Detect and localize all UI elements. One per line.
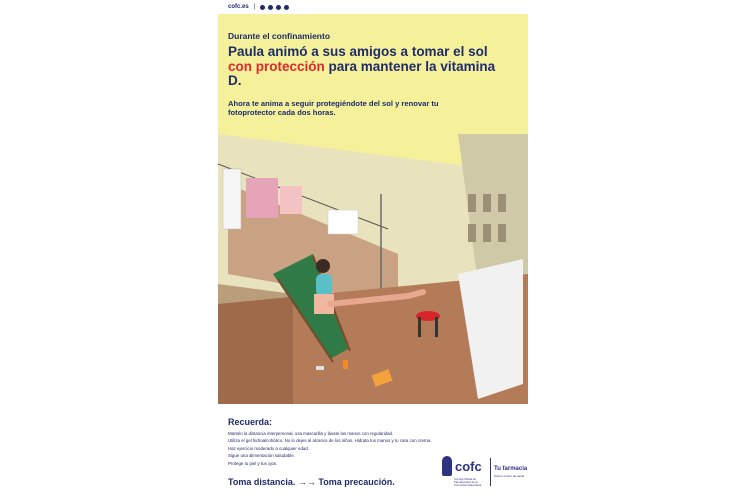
headline-part2: para mantener la vitamina D. (228, 58, 496, 88)
headline-part1: Paula animó a sus amigos a tomar el sol (228, 44, 488, 59)
slogan-part1: Toma distancia. (228, 477, 296, 487)
logo-icon (442, 456, 452, 476)
tip-item: Mantén la distancia interpersonal, usa mascarilla y lávate las manos con regularidad. (228, 431, 394, 436)
top-bar (218, 0, 528, 14)
poster (218, 0, 528, 500)
hanging-cloth (280, 186, 302, 214)
logo-text: cofc (455, 458, 482, 474)
building-window (483, 194, 491, 212)
tip-item: Haz ejercicio moderado a cualquier edad. (228, 445, 310, 451)
partner-subtitle: Primer centro de salud (494, 474, 525, 478)
headline-highlight: con protección (228, 58, 325, 74)
floor-shadow (218, 284, 293, 404)
headline (228, 45, 508, 89)
building-window (498, 224, 506, 242)
building-window (483, 224, 491, 242)
social-icons (260, 5, 289, 10)
subtitle: Ahora te anima a seguir protegiéndote del sol y renovar tu fotoprotector cada dos horas. (228, 99, 439, 117)
kicker: Durante el confinamiento (228, 31, 331, 41)
building-window (468, 194, 476, 212)
slogan (228, 477, 395, 487)
building-window (468, 224, 476, 242)
tip-item: Utiliza el gel hidroalcohólico. No lo dejes al alcance de los niños. Hidrata tus manos y tu cara con crema. (228, 438, 432, 444)
cofc-logo (442, 456, 482, 476)
tip-item: Protege tu piel y tus ojos. (228, 460, 278, 466)
logo-subtext: Col·legi Oficial de Farmacèutics de la Comunitat Valenciana (454, 477, 482, 487)
woman-head (316, 259, 330, 273)
youtube-icon[interactable] (284, 5, 289, 10)
instagram-icon[interactable] (276, 5, 281, 10)
woman-top (316, 274, 332, 296)
partner-title: Tu farmacia (494, 466, 528, 472)
illustration (218, 134, 528, 404)
twitter-icon[interactable] (268, 5, 273, 10)
hanging-cloth (246, 178, 278, 218)
recuerda-title: Recuerda: (228, 417, 273, 427)
site-link[interactable]: cofc.es (228, 4, 249, 10)
building-window (498, 194, 506, 212)
hanging-sheet (328, 210, 358, 234)
facebook-icon[interactable] (260, 5, 265, 10)
tip-item: Sigue una alimentación saludable. (228, 453, 295, 459)
sunscreen-bottle (343, 360, 348, 369)
phone (316, 366, 324, 370)
slogan-arrows: →→ (297, 477, 316, 487)
hero (218, 14, 528, 404)
slogan-part2: Toma precaución. (318, 477, 395, 487)
divider (490, 458, 491, 486)
hanging-towel (223, 169, 241, 229)
separator: | (253, 4, 256, 10)
